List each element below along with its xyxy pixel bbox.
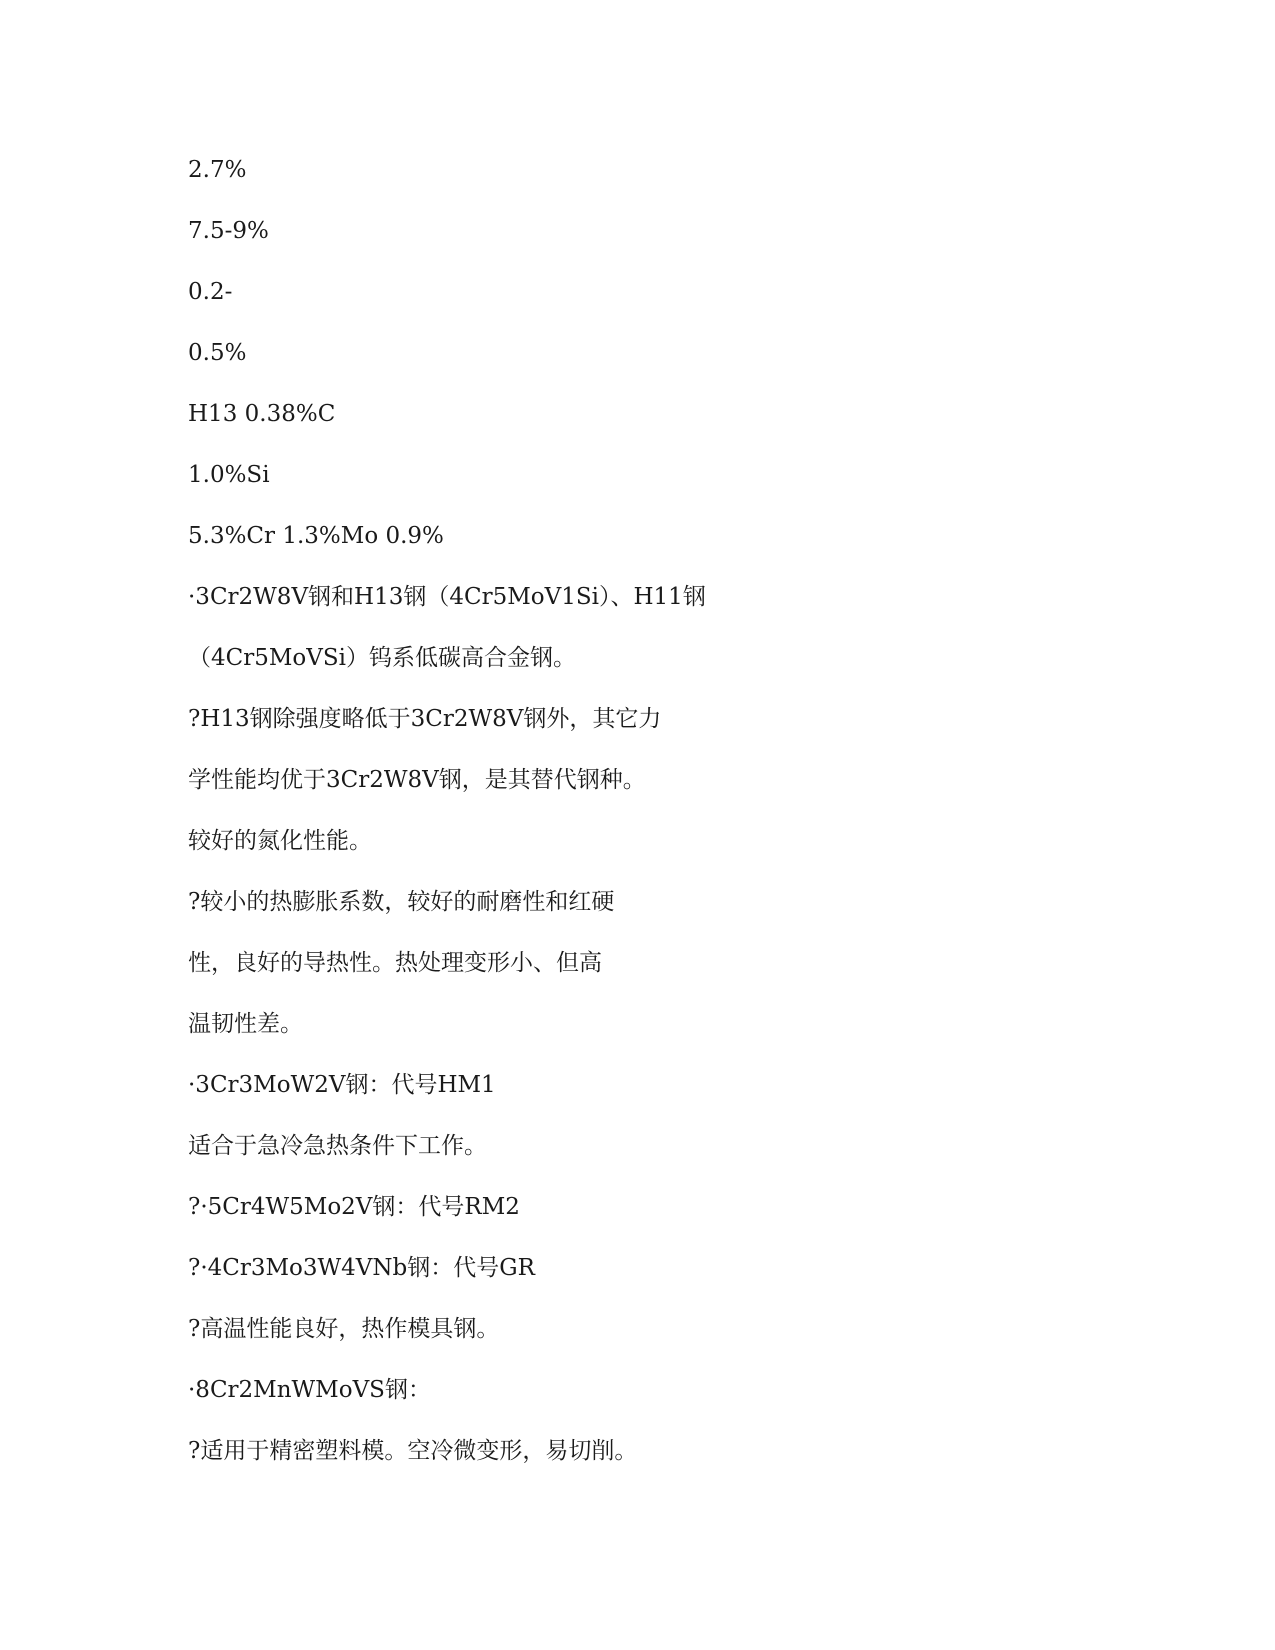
text-line: ?高温性能良好，热作模具钢。 — [188, 1316, 500, 1342]
text-line: ·3Cr2W8V钢和H13钢（4Cr5MoV1Si）、H11钢 — [188, 584, 706, 610]
text-line: 温韧性差。 — [188, 1011, 303, 1037]
text-line: ?适用于精密塑料模。空冷微变形，易切削。 — [188, 1438, 638, 1464]
text-line: ·3Cr3MoW2V钢：代号HM1 — [188, 1072, 496, 1098]
text-line: ·8Cr2MnWMoVS钢： — [188, 1377, 431, 1403]
text-line: 适合于急冷急热条件下工作。 — [188, 1133, 487, 1159]
text-line: 学性能均优于3Cr2W8V钢，是其替代钢种。 — [188, 767, 646, 793]
text-line: 0.2- — [188, 279, 233, 305]
text-line: ?H13钢除强度略低于3Cr2W8V钢外，其它力 — [188, 706, 662, 732]
text-line: ?较小的热膨胀系数，较好的耐磨性和红硬 — [188, 889, 615, 915]
text-line: 0.5% — [188, 340, 247, 366]
text-line: ?·5Cr4W5Mo2V钢：代号RM2 — [188, 1194, 520, 1220]
text-line: （4Cr5MoVSi）钨系低碳高合金钢。 — [188, 645, 576, 671]
text-line: ?·4Cr3Mo3W4VNb钢：代号GR — [188, 1255, 535, 1281]
text-line: 较好的氮化性能。 — [188, 828, 372, 854]
text-line: H13 0.38%C — [188, 401, 336, 427]
text-line: 2.7% — [188, 157, 247, 183]
text-line: 7.5-9% — [188, 218, 269, 244]
document-body — [188, 140, 1088, 1482]
text-line: 性，良好的导热性。热处理变形小、但高 — [188, 950, 602, 976]
text-line: 5.3%Cr 1.3%Mo 0.9% — [188, 523, 444, 549]
text-line: 1.0%Si — [188, 462, 270, 488]
